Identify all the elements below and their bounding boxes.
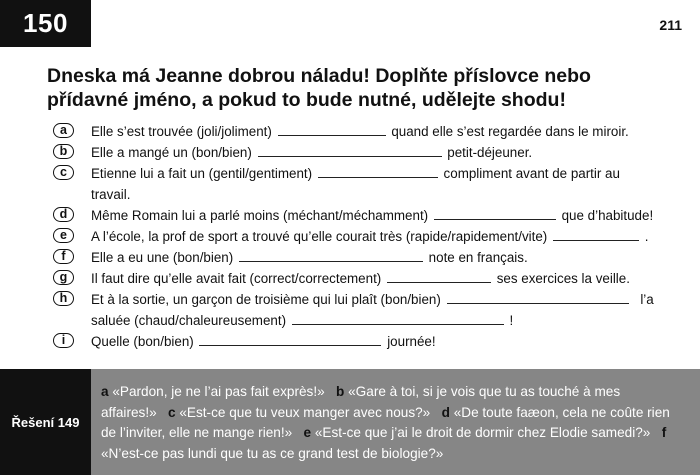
item-text: Il faut dire qu’elle avait fait (correct/correctement) — [91, 271, 382, 286]
solution-letter: b — [336, 384, 345, 399]
item-letter-badge: h — [53, 291, 74, 306]
answer-blank[interactable] — [553, 227, 639, 241]
exercise-item-h — [53, 289, 663, 331]
exercise-item-c — [53, 163, 663, 205]
page-number: 211 — [659, 17, 682, 33]
item-text: ses exercices la veille. — [496, 271, 630, 286]
answer-blank[interactable] — [434, 206, 556, 220]
answer-blank[interactable] — [239, 248, 423, 262]
item-letter-badge: e — [53, 228, 74, 243]
solution-letter: d — [441, 404, 450, 420]
item-text: note en français. — [428, 250, 528, 265]
item-text: . — [644, 229, 649, 244]
exercise-item-f — [53, 247, 663, 268]
item-letter-badge: f — [53, 249, 74, 264]
exercise-item-g — [53, 268, 663, 289]
item-text: saluée (chaud/chaleureusement) — [91, 313, 287, 328]
item-text: Elle s’est trouvée (joli/joliment) — [91, 124, 272, 139]
answer-blank[interactable] — [318, 164, 438, 178]
item-text: Et à la sortie, un garçon de troisième qui lui plaît (bon/bien) — [91, 292, 441, 307]
item-text: petit-déjeuner. — [447, 145, 533, 160]
solution-text: «Est-ce que tu veux manger avec nous?» — [179, 404, 431, 420]
exercise-title: Dneska má Jeanne dobrou náladu! Doplňte příslovce nebo přídavné jméno, a pokud to bude nutné, udělejte shodu! — [47, 65, 591, 111]
solution-letter: c — [168, 404, 176, 420]
item-letter-badge: b — [53, 144, 74, 159]
item-letter-badge: d — [53, 207, 74, 222]
item-text: quand elle s’est regardée dans le miroir. — [391, 124, 629, 139]
solution-text: «Pardon, je ne l’ai pas fait exprès!» — [112, 384, 325, 399]
item-text: compliment avant de partir au travail. — [91, 166, 620, 202]
item-text: Elle a mangé un (bon/bien) — [91, 145, 252, 160]
item-text: ! — [509, 313, 514, 328]
solution-label: Řešení 149 — [0, 369, 91, 475]
exercise-item-i — [53, 331, 663, 352]
exercise-item-b — [53, 142, 663, 163]
exercise-items — [53, 121, 663, 352]
answer-blank[interactable] — [199, 332, 381, 346]
item-text: A l’école, la prof de sport a trouvé qu’elle courait très (rapide/rapidement/vite) — [91, 229, 548, 244]
solution-text: «Est-ce que j’ai le droit de dormir chez Elodie samedi?» — [314, 425, 651, 440]
item-text: journée! — [387, 334, 436, 349]
exercise-item-e — [53, 226, 663, 247]
item-text: Etienne lui a fait un (gentil/gentiment) — [91, 166, 313, 181]
item-text: Même Romain lui a parlé moins (méchant/méchamment) — [91, 208, 429, 223]
exercise-item-d — [53, 205, 663, 226]
answer-blank[interactable] — [447, 290, 629, 304]
solution-letter: e — [303, 425, 312, 440]
item-text: que d’habitude! — [561, 208, 654, 223]
item-text: Elle a eu une (bon/bien) — [91, 250, 234, 265]
answer-blank[interactable] — [278, 122, 386, 136]
item-text: Quelle (bon/bien) — [91, 334, 194, 349]
answer-blank[interactable] — [258, 143, 442, 157]
item-letter-badge: i — [53, 333, 74, 348]
solution-text: «De toute faæon, cela ne coûte rien de l’inviter, elle ne mange rien!» — [101, 404, 670, 440]
solution-letter: f — [661, 425, 667, 440]
solution-box — [91, 369, 700, 475]
item-letter-badge: c — [53, 165, 74, 180]
answer-blank[interactable] — [292, 311, 504, 325]
solution-text: «N’est-ce pas lundi que tu as ce grand test de biologie?» — [101, 445, 444, 461]
solution-letter: a — [101, 384, 109, 399]
item-letter-badge: g — [53, 270, 74, 285]
exercise-number: 150 — [0, 0, 91, 47]
item-letter-badge: a — [53, 123, 74, 138]
exercise-item-a — [53, 121, 663, 142]
solution-text: «Gare à toi, si je vois que tu as touché à mes affaires!» — [101, 384, 621, 420]
answer-blank[interactable] — [387, 269, 491, 283]
item-text: l’a — [640, 292, 654, 307]
